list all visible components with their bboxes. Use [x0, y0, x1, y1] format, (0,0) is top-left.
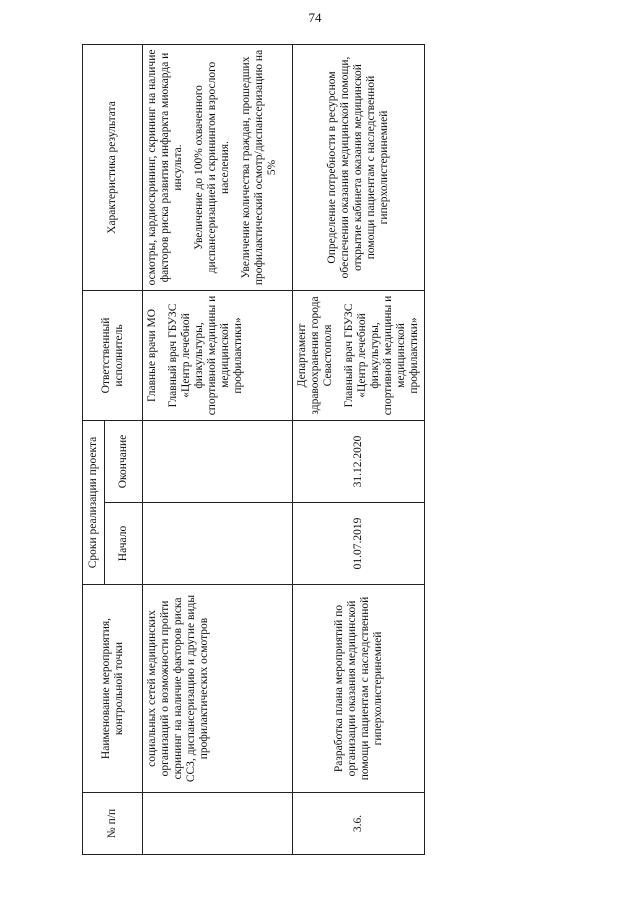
row1-end [143, 420, 293, 502]
row2-num: 3.6. [293, 793, 425, 855]
table-row [143, 44, 293, 854]
header-num: № п/п [83, 793, 143, 855]
row1-result-2: Увеличение до 100% охваченного диспансеризацией и скринингом взрослого населения. [193, 61, 231, 274]
row2-responsible [293, 290, 425, 420]
header-start: Начало [105, 503, 143, 585]
row2-responsible-2: Главный врач ГБУЗС «Центр лечебной физкультуры, спортивной медицины и медицинской профилактики» [343, 295, 420, 416]
header-result: Характеристика результата [83, 44, 143, 290]
row1-num [143, 793, 293, 855]
row2-end: 31.12.2020 [293, 420, 425, 502]
table-container [82, 45, 422, 855]
header-end: Окончание [105, 420, 143, 502]
activities-table [82, 44, 425, 855]
row1-responsible-2: Главный врач ГБУЗС «Центр лечебной физкультуры, спортивной медицины и медицинской профилактики» [167, 295, 244, 416]
row1-result-1: осмотры, кардиоскрининг, скрининг на наличие факторов риска развития инфаркта миокарда и инсульта. [146, 49, 184, 286]
header-terms: Сроки реализации проекта [83, 420, 105, 584]
table-row [293, 44, 425, 854]
row2-name: Разработка плана мероприятий по организации оказания медицинской помощи пациентам с наследственной гиперхолистеринемией [293, 585, 425, 793]
row2-result-1: Определение потребности в ресурсном обеспечении оказания медицинской помощи, открытие кабинета оказания медицинской помощи пациентам с наследственной гиперхолистеринемией [326, 56, 390, 279]
page-number: 74 [308, 10, 322, 25]
header-row [83, 44, 105, 854]
row2-responsible-1: Департамент здравоохранения города Севастополя [296, 296, 334, 415]
rotated-table-wrapper [82, 45, 422, 855]
header-responsible: Ответственный исполнитель [83, 290, 143, 420]
row1-responsible [143, 290, 293, 420]
row2-result [293, 44, 425, 290]
row2-start: 01.07.2019 [293, 503, 425, 585]
row1-start [143, 503, 293, 585]
row1-result-3: Увеличение количества граждан, прошедших профилактический осмотр/диспансеризацию на 5% [240, 49, 278, 286]
row1-name: социальных сетей медицинских организаций о возможности пройти скрининг на наличие факторов риска ССЗ, диспансеризацию и другие виды профилактических осмотров [143, 585, 293, 793]
row1-responsible-1: Главные врачи МО [146, 308, 158, 403]
header-name: Наименование мероприятия, контрольной точки [83, 585, 143, 793]
row1-result [143, 44, 293, 290]
